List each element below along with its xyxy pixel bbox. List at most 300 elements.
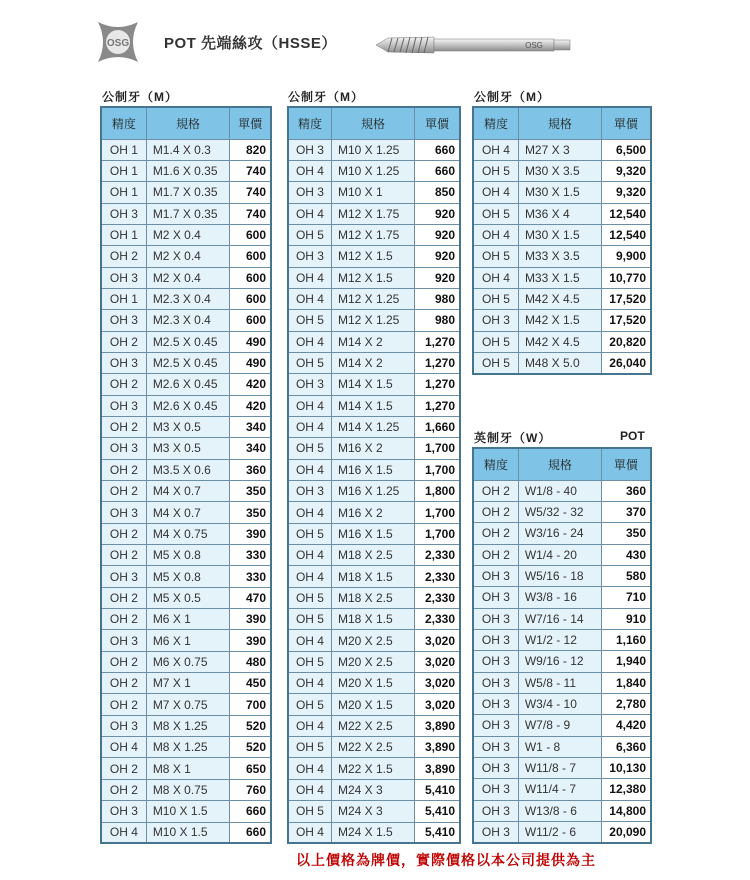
spec-cell: M8 X 0.75	[146, 779, 229, 800]
col-price: 單價	[415, 107, 460, 139]
grade-cell: OH 4	[288, 822, 331, 843]
spec-cell: M24 X 3	[331, 779, 414, 800]
table-row	[288, 779, 460, 800]
spec-cell: M2 X 0.4	[146, 224, 229, 245]
table-row	[101, 395, 271, 416]
grade-cell: OH 4	[288, 203, 331, 224]
price-cell: 12,540	[601, 224, 651, 245]
spec-cell: M14 X 2	[331, 352, 414, 373]
price-cell: 360	[230, 459, 271, 480]
table-row	[101, 651, 271, 672]
col-grade: 精度	[473, 448, 518, 480]
spec-cell: M5 X 0.8	[146, 566, 229, 587]
table-row	[473, 352, 651, 373]
price-cell: 1,840	[601, 672, 651, 693]
price-cell: 390	[230, 630, 271, 651]
grade-cell: OH 3	[473, 822, 518, 843]
grade-cell: OH 2	[101, 374, 146, 395]
grade-cell: OH 4	[288, 758, 331, 779]
table-row	[101, 801, 271, 822]
grade-cell: OH 5	[288, 310, 331, 331]
price-cell: 10,770	[601, 267, 651, 288]
table-row	[288, 630, 460, 651]
spec-cell: M2.6 X 0.45	[146, 395, 229, 416]
price-cell: 420	[230, 395, 271, 416]
price-cell: 2,330	[415, 545, 460, 566]
price-cell: 600	[230, 288, 271, 309]
spec-cell: M16 X 1.5	[331, 459, 414, 480]
spec-cell: M6 X 1	[146, 630, 229, 651]
inch-title: 英制牙（W）	[474, 431, 552, 445]
metric-table-3	[472, 106, 652, 375]
spec-cell: M1.6 X 0.35	[146, 160, 229, 181]
grade-cell: OH 4	[473, 139, 518, 160]
grade-cell: OH 2	[473, 544, 518, 565]
grade-cell: OH 3	[473, 608, 518, 629]
table-row	[101, 715, 271, 736]
price-cell: 1,940	[601, 651, 651, 672]
table-row	[473, 523, 651, 544]
grade-cell: OH 4	[288, 673, 331, 694]
spec-cell: W3/4 - 10	[518, 693, 601, 714]
col-grade: 精度	[288, 107, 331, 139]
table-row	[473, 651, 651, 672]
spec-cell: M3.5 X 0.6	[146, 459, 229, 480]
price-cell: 20,820	[601, 331, 651, 352]
grade-cell: OH 3	[101, 310, 146, 331]
price-cell: 1,270	[415, 352, 460, 373]
spec-cell: M33 X 1.5	[518, 267, 601, 288]
spec-cell: M30 X 1.5	[518, 224, 601, 245]
grade-cell: OH 4	[288, 267, 331, 288]
table-row	[473, 480, 651, 501]
table-row	[288, 715, 460, 736]
page-title: POT 先端絲攻（HSSE）	[164, 35, 337, 52]
price-cell: 20,090	[601, 822, 651, 843]
spec-cell: W1/8 - 40	[518, 480, 601, 501]
price-cell: 920	[415, 203, 460, 224]
grade-cell: OH 2	[101, 779, 146, 800]
table-row	[473, 203, 651, 224]
grade-cell: OH 3	[473, 715, 518, 736]
table-row	[101, 758, 271, 779]
price-cell: 3,020	[415, 630, 460, 651]
grade-cell: OH 5	[473, 288, 518, 309]
grade-cell: OH 2	[101, 481, 146, 502]
grade-cell: OH 1	[101, 224, 146, 245]
price-cell: 3,890	[415, 758, 460, 779]
price-cell: 390	[230, 523, 271, 544]
spec-cell: W3/16 - 24	[518, 523, 601, 544]
grade-cell: OH 5	[288, 438, 331, 459]
spec-cell: W11/8 - 7	[518, 757, 601, 778]
table-row	[101, 587, 271, 608]
spec-cell: M12 X 1.25	[331, 310, 414, 331]
spec-cell: W7/8 - 9	[518, 715, 601, 736]
grade-cell: OH 4	[473, 267, 518, 288]
table-row	[101, 160, 271, 181]
grade-cell: OH 3	[288, 182, 331, 203]
metric-title-1: 公制牙（M）	[102, 90, 178, 104]
table-row	[101, 566, 271, 587]
spec-cell: M8 X 1.25	[146, 715, 229, 736]
table-row	[288, 673, 460, 694]
price-cell: 330	[230, 545, 271, 566]
price-cell: 9,900	[601, 246, 651, 267]
price-cell: 350	[230, 502, 271, 523]
spec-cell: M2.3 X 0.4	[146, 288, 229, 309]
price-cell: 1,660	[415, 416, 460, 437]
table-row	[101, 352, 271, 373]
price-cell: 580	[601, 565, 651, 586]
table-row	[288, 331, 460, 352]
spec-cell: M22 X 2.5	[331, 737, 414, 758]
grade-cell: OH 1	[101, 160, 146, 181]
grade-cell: OH 2	[101, 246, 146, 267]
col-grade: 精度	[473, 107, 518, 139]
grade-cell: OH 3	[473, 651, 518, 672]
price-cell: 740	[230, 160, 271, 181]
table-row	[288, 395, 460, 416]
table-row	[288, 587, 460, 608]
price-cell: 390	[230, 609, 271, 630]
spec-cell: W11/4 - 7	[518, 779, 601, 800]
metric-title-3: 公制牙（M）	[474, 90, 550, 104]
grade-cell: OH 3	[288, 374, 331, 395]
grade-cell: OH 4	[473, 224, 518, 245]
price-cell: 600	[230, 224, 271, 245]
inch-table	[472, 447, 652, 844]
spec-cell: M7 X 0.75	[146, 694, 229, 715]
price-cell: 490	[230, 331, 271, 352]
price-cell: 920	[415, 224, 460, 245]
table-row	[473, 629, 651, 650]
price-cell: 360	[601, 480, 651, 501]
table-row	[473, 672, 651, 693]
price-cell: 14,800	[601, 800, 651, 821]
table-row	[101, 523, 271, 544]
col-grade: 精度	[101, 107, 146, 139]
price-cell: 700	[230, 694, 271, 715]
table-row	[473, 800, 651, 821]
table-row	[101, 416, 271, 437]
spec-cell: M7 X 1	[146, 673, 229, 694]
table-row	[288, 139, 460, 160]
grade-cell: OH 1	[101, 139, 146, 160]
grade-cell: OH 5	[288, 801, 331, 822]
table-row	[288, 523, 460, 544]
spec-cell: M12 X 1.25	[331, 288, 414, 309]
table-row	[101, 267, 271, 288]
table-row	[473, 608, 651, 629]
col-spec: 規格	[331, 107, 414, 139]
spec-cell: W1/2 - 12	[518, 629, 601, 650]
price-cell: 1,700	[415, 502, 460, 523]
spec-cell: M18 X 2.5	[331, 587, 414, 608]
price-cell: 740	[230, 203, 271, 224]
spec-cell: M4 X 0.7	[146, 481, 229, 502]
table-row	[473, 757, 651, 778]
spec-cell: M42 X 4.5	[518, 288, 601, 309]
grade-cell: OH 3	[101, 502, 146, 523]
svg-text:OSG: OSG	[106, 38, 130, 49]
metric-table-1	[100, 106, 272, 844]
grade-cell: OH 3	[288, 481, 331, 502]
table-row	[473, 779, 651, 800]
spec-cell: M18 X 1.5	[331, 566, 414, 587]
grade-cell: OH 2	[101, 523, 146, 544]
grade-cell: OH 5	[288, 737, 331, 758]
table-row	[288, 416, 460, 437]
spec-cell: M2.5 X 0.45	[146, 331, 229, 352]
grade-cell: OH 1	[101, 182, 146, 203]
price-cell: 600	[230, 246, 271, 267]
price-cell: 480	[230, 651, 271, 672]
spec-cell: M2.3 X 0.4	[146, 310, 229, 331]
table-row	[101, 203, 271, 224]
spec-cell: M16 X 2	[331, 438, 414, 459]
price-cell: 1,700	[415, 459, 460, 480]
grade-cell: OH 3	[473, 565, 518, 586]
spec-cell: M24 X 1.5	[331, 822, 414, 843]
grade-cell: OH 2	[473, 501, 518, 522]
table-row	[288, 694, 460, 715]
table-row	[101, 459, 271, 480]
spec-cell: M14 X 1.5	[331, 374, 414, 395]
spec-cell: M5 X 0.8	[146, 545, 229, 566]
price-cell: 3,890	[415, 715, 460, 736]
table-row	[288, 609, 460, 630]
grade-cell: OH 2	[101, 459, 146, 480]
spec-cell: M12 X 1.5	[331, 267, 414, 288]
page-header	[94, 14, 654, 70]
price-cell: 6,360	[601, 736, 651, 757]
table-row	[288, 182, 460, 203]
metric-title-2: 公制牙（M）	[288, 90, 364, 104]
price-cell: 5,410	[415, 822, 460, 843]
grade-cell: OH 4	[101, 737, 146, 758]
table-row	[473, 331, 651, 352]
tap-image-icon	[374, 32, 574, 58]
spec-cell: W5/32 - 32	[518, 501, 601, 522]
grade-cell: OH 3	[288, 139, 331, 160]
grade-cell: OH 3	[473, 310, 518, 331]
price-cell: 26,040	[601, 352, 651, 373]
price-cell: 12,380	[601, 779, 651, 800]
grade-cell: OH 5	[288, 651, 331, 672]
grade-cell: OH 3	[473, 587, 518, 608]
grade-cell: OH 4	[473, 182, 518, 203]
table-row	[288, 545, 460, 566]
price-cell: 340	[230, 416, 271, 437]
col-price: 單價	[230, 107, 271, 139]
grade-cell: OH 4	[288, 715, 331, 736]
svg-text:OSG: OSG	[525, 41, 543, 50]
price-cell: 430	[601, 544, 651, 565]
table-row	[288, 737, 460, 758]
price-cell: 660	[230, 801, 271, 822]
table-row	[288, 352, 460, 373]
spec-cell: M2 X 0.4	[146, 246, 229, 267]
grade-cell: OH 5	[473, 160, 518, 181]
spec-cell: M10 X 1.25	[331, 160, 414, 181]
grade-cell: OH 5	[288, 694, 331, 715]
spec-cell: W1 - 8	[518, 736, 601, 757]
spec-cell: M42 X 4.5	[518, 331, 601, 352]
price-cell: 420	[230, 374, 271, 395]
grade-cell: OH 4	[288, 331, 331, 352]
price-cell: 330	[230, 566, 271, 587]
grade-cell: OH 4	[288, 416, 331, 437]
table-row	[101, 139, 271, 160]
grade-cell: OH 3	[101, 395, 146, 416]
grade-cell: OH 5	[473, 203, 518, 224]
grade-cell: OH 3	[101, 352, 146, 373]
price-cell: 5,410	[415, 779, 460, 800]
grade-cell: OH 5	[473, 352, 518, 373]
grade-cell: OH 4	[288, 288, 331, 309]
grade-cell: OH 4	[288, 502, 331, 523]
spec-cell: M2 X 0.4	[146, 267, 229, 288]
grade-cell: OH 1	[101, 288, 146, 309]
table-row	[473, 160, 651, 181]
table-row	[101, 630, 271, 651]
table-row	[473, 224, 651, 245]
spec-cell: M14 X 2	[331, 331, 414, 352]
grade-cell: OH 3	[101, 630, 146, 651]
grade-cell: OH 5	[288, 587, 331, 608]
spec-cell: M10 X 1	[331, 182, 414, 203]
table-row	[288, 246, 460, 267]
grade-cell: OH 2	[101, 673, 146, 694]
grade-cell: OH 2	[473, 523, 518, 544]
spec-cell: W11/2 - 6	[518, 822, 601, 843]
grade-cell: OH 3	[473, 757, 518, 778]
table-row	[101, 310, 271, 331]
price-cell: 3,890	[415, 737, 460, 758]
spec-cell: M18 X 1.5	[331, 609, 414, 630]
col-spec: 規格	[518, 448, 601, 480]
price-cell: 660	[230, 822, 271, 843]
spec-cell: M2.5 X 0.45	[146, 352, 229, 373]
spec-cell: W9/16 - 12	[518, 651, 601, 672]
price-cell: 350	[230, 481, 271, 502]
spec-cell: M16 X 1.5	[331, 523, 414, 544]
price-cell: 710	[601, 587, 651, 608]
spec-cell: W5/16 - 18	[518, 565, 601, 586]
spec-cell: M6 X 1	[146, 609, 229, 630]
grade-cell: OH 4	[288, 395, 331, 416]
price-cell: 520	[230, 737, 271, 758]
table-row	[101, 609, 271, 630]
grade-cell: OH 3	[473, 736, 518, 757]
table-row	[473, 715, 651, 736]
price-cell: 2,330	[415, 609, 460, 630]
spec-cell: M3 X 0.5	[146, 416, 229, 437]
price-cell: 1,700	[415, 523, 460, 544]
grade-cell: OH 2	[101, 694, 146, 715]
table-row	[473, 288, 651, 309]
spec-cell: M12 X 1.5	[331, 246, 414, 267]
spec-cell: W3/8 - 16	[518, 587, 601, 608]
table-row	[288, 801, 460, 822]
spec-cell: M20 X 2.5	[331, 651, 414, 672]
spec-cell: M14 X 1.25	[331, 416, 414, 437]
price-cell: 1,800	[415, 481, 460, 502]
price-cell: 520	[230, 715, 271, 736]
table-row	[288, 288, 460, 309]
grade-cell: OH 4	[288, 160, 331, 181]
spec-cell: M12 X 1.75	[331, 224, 414, 245]
spec-cell: M36 X 4	[518, 203, 601, 224]
price-cell: 490	[230, 352, 271, 373]
grade-cell: OH 5	[288, 224, 331, 245]
grade-cell: OH 2	[473, 480, 518, 501]
spec-cell: M42 X 1.5	[518, 310, 601, 331]
spec-cell: M16 X 1.25	[331, 481, 414, 502]
price-cell: 600	[230, 310, 271, 331]
spec-cell: M12 X 1.75	[331, 203, 414, 224]
spec-cell: M22 X 2.5	[331, 715, 414, 736]
grade-cell: OH 4	[288, 566, 331, 587]
price-cell: 9,320	[601, 182, 651, 203]
spec-cell: W1/4 - 20	[518, 544, 601, 565]
table-row	[473, 822, 651, 843]
price-cell: 920	[415, 267, 460, 288]
table-row	[288, 224, 460, 245]
spec-cell: M20 X 1.5	[331, 694, 414, 715]
table-row	[473, 587, 651, 608]
spec-cell: M8 X 1	[146, 758, 229, 779]
spec-cell: M30 X 1.5	[518, 182, 601, 203]
table-row	[288, 160, 460, 181]
spec-cell: M4 X 0.75	[146, 523, 229, 544]
table-row	[288, 374, 460, 395]
grade-cell: OH 5	[473, 331, 518, 352]
table-row	[101, 224, 271, 245]
grade-cell: OH 3	[473, 693, 518, 714]
table-row	[473, 736, 651, 757]
col-spec: 規格	[146, 107, 229, 139]
grade-cell: OH 3	[101, 566, 146, 587]
table-row	[288, 310, 460, 331]
price-cell: 5,410	[415, 801, 460, 822]
col-spec: 規格	[518, 107, 601, 139]
grade-cell: OH 2	[101, 758, 146, 779]
price-cell: 12,540	[601, 203, 651, 224]
grade-cell: OH 3	[101, 715, 146, 736]
table-row	[473, 246, 651, 267]
spec-cell: M5 X 0.5	[146, 587, 229, 608]
grade-cell: OH 4	[288, 630, 331, 651]
grade-cell: OH 3	[288, 246, 331, 267]
price-cell: 1,160	[601, 629, 651, 650]
table-row	[288, 481, 460, 502]
price-cell: 370	[601, 501, 651, 522]
grade-cell: OH 4	[288, 459, 331, 480]
table-row	[101, 673, 271, 694]
price-cell: 2,330	[415, 566, 460, 587]
table-row	[101, 246, 271, 267]
spec-cell: M10 X 1.5	[146, 801, 229, 822]
spec-cell: M20 X 2.5	[331, 630, 414, 651]
spec-cell: M10 X 1.25	[331, 139, 414, 160]
price-cell: 6,500	[601, 139, 651, 160]
price-cell: 3,020	[415, 673, 460, 694]
price-cell: 17,520	[601, 288, 651, 309]
col-price: 單價	[601, 448, 651, 480]
price-cell: 4,420	[601, 715, 651, 736]
